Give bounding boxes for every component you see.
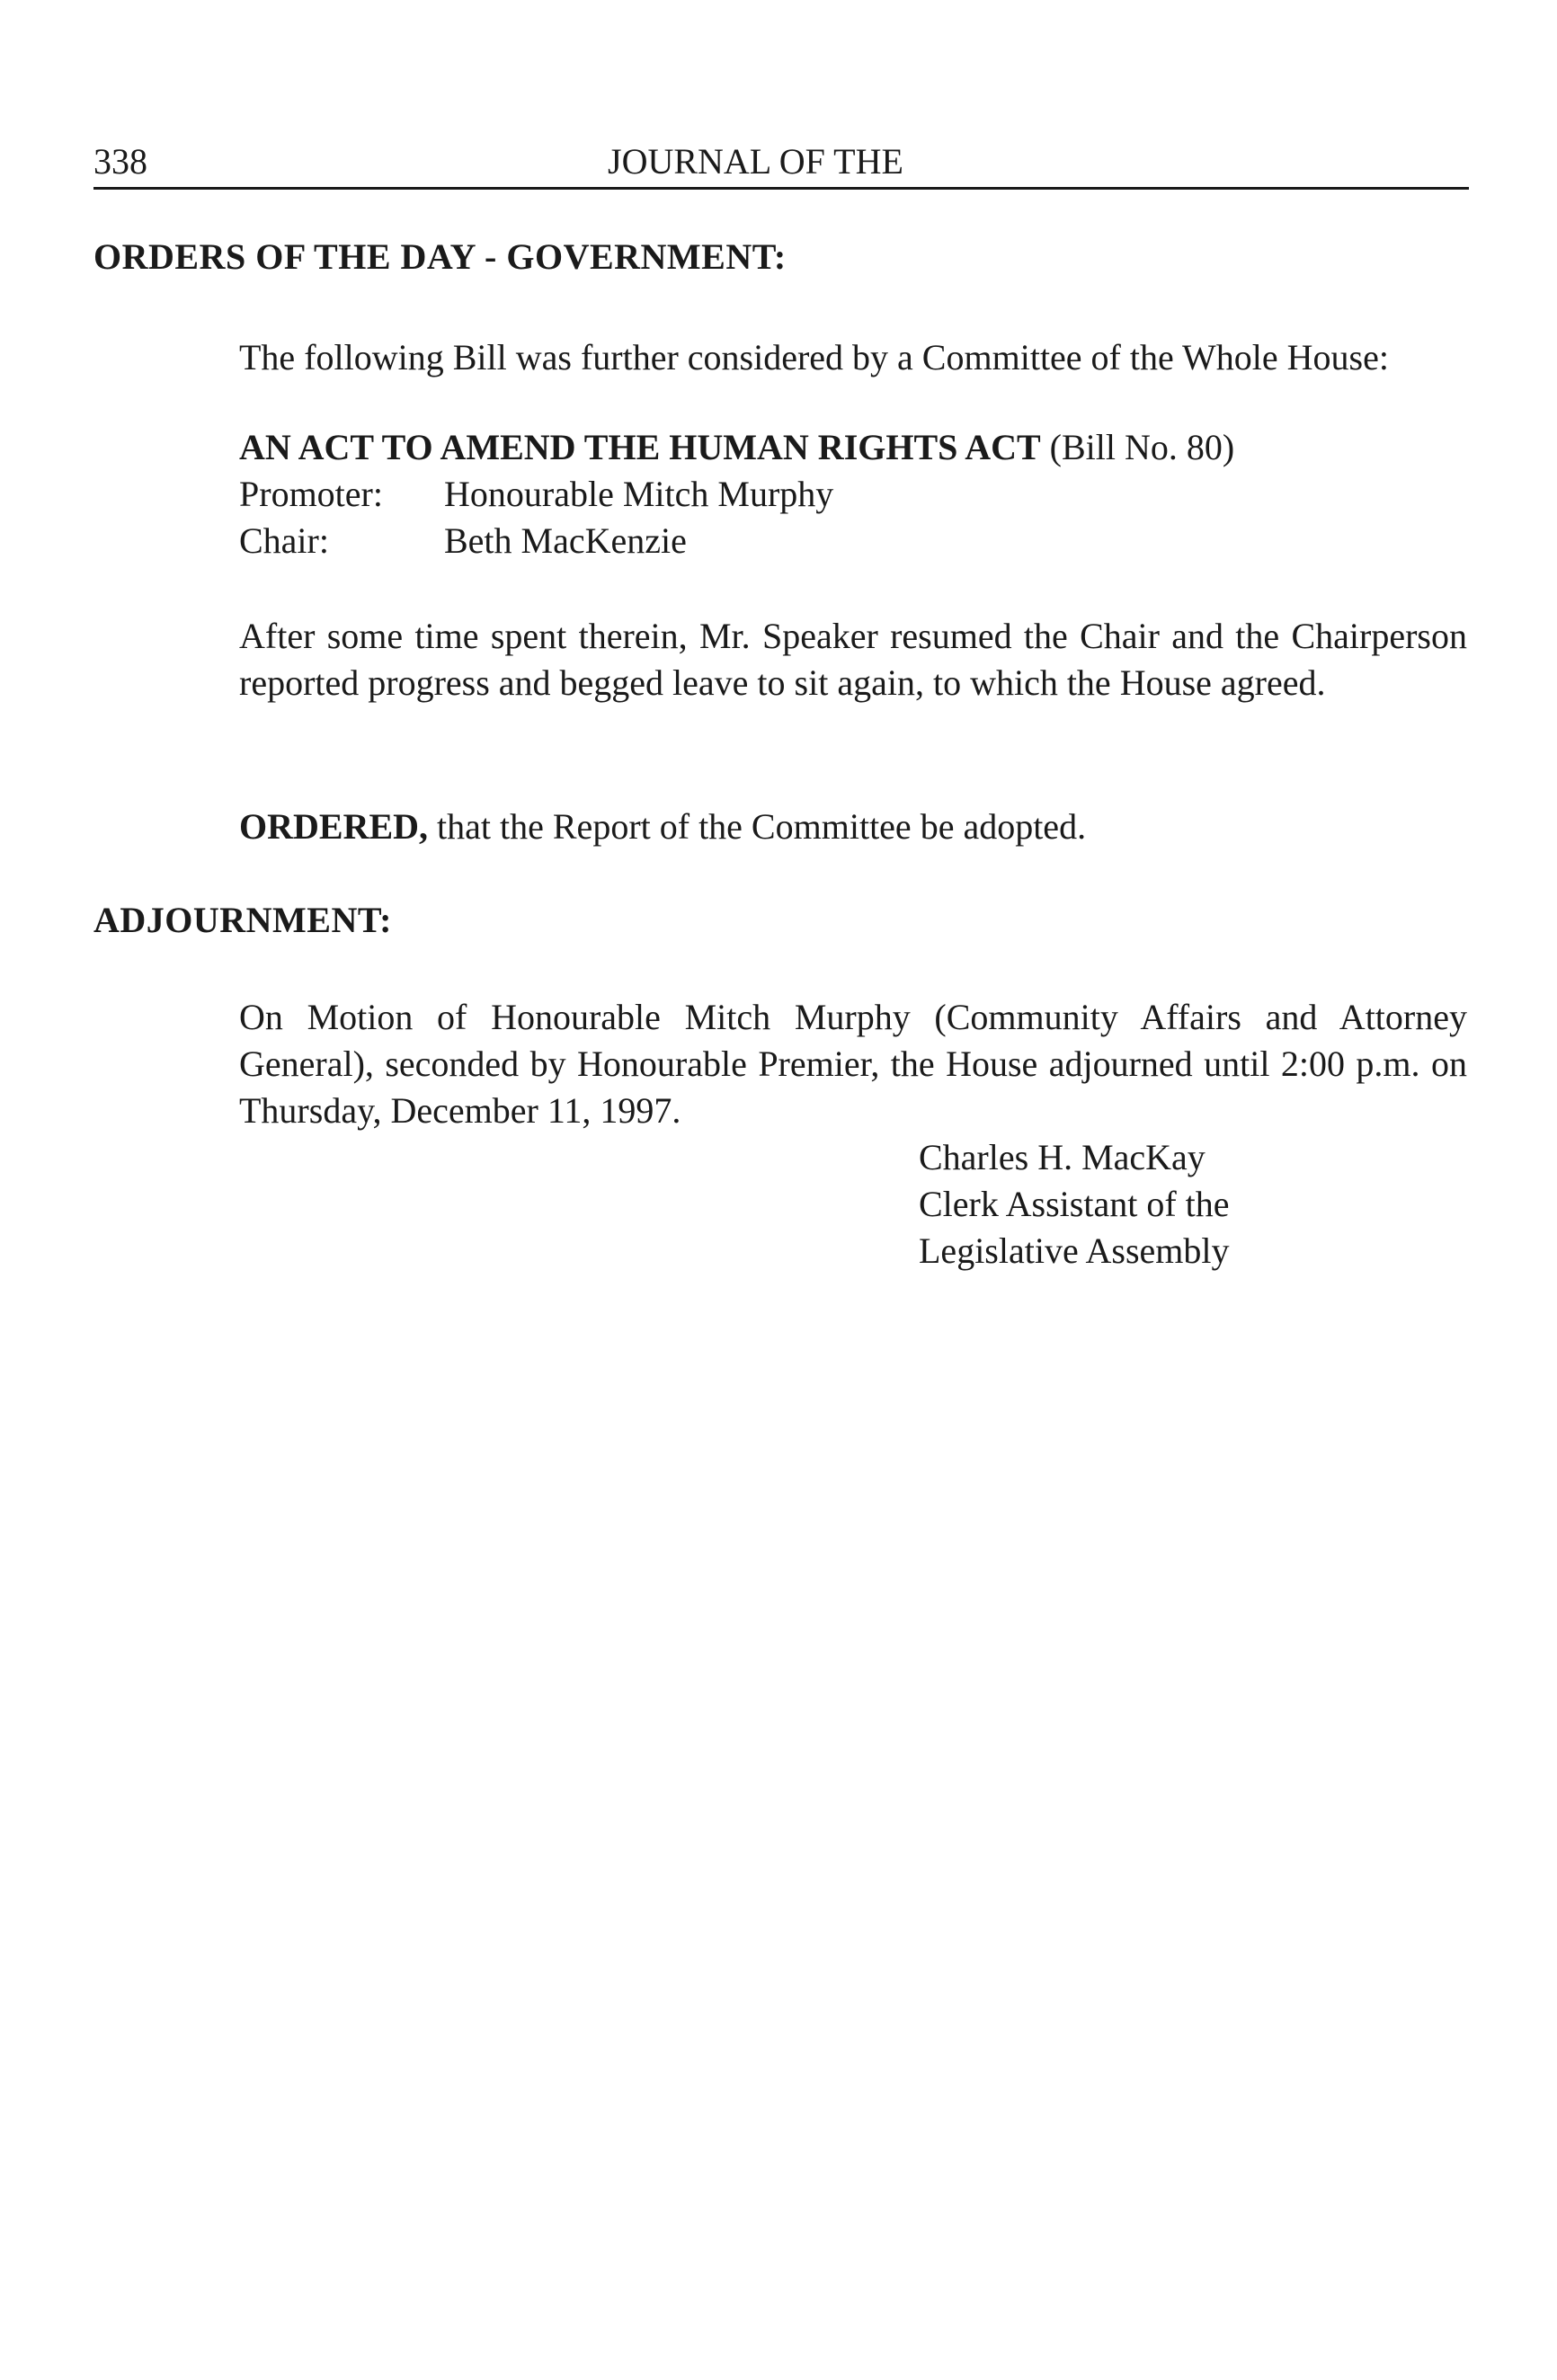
adjournment-heading: ADJOURNMENT: — [93, 900, 392, 940]
ordered-text: that the Report of the Committee be adopted. — [428, 806, 1087, 847]
committee-report: After some time spent therein, Mr. Speaker resumed the Chair and the Chairperson reported progress and begged leave to sit again, to which the House agreed. — [239, 616, 1467, 703]
signatory-title-line1: Clerk Assistant of the — [919, 1184, 1230, 1224]
promoter-label: Promoter: — [239, 474, 383, 514]
signature-block — [919, 1134, 1230, 1274]
bill-title-caps: AN ACT TO AMEND THE HUMAN RIGHTS ACT — [239, 427, 1041, 467]
chair-value: Beth MacKenzie — [444, 520, 687, 561]
orders-heading: ORDERS OF THE DAY - GOVERNMENT: — [93, 236, 787, 277]
chair-label: Chair: — [239, 520, 329, 561]
page-header — [93, 135, 1469, 189]
journal-title: JOURNAL OF THE — [608, 141, 903, 182]
bill-number: (Bill No. 80) — [1040, 427, 1235, 467]
ordered-statement — [239, 804, 1086, 850]
header-rule — [93, 187, 1469, 190]
orders-intro: The following Bill was further considered by a Committee of the Whole House: — [239, 337, 1389, 377]
promoter-value: Honourable Mitch Murphy — [444, 474, 834, 514]
ordered-keyword: ORDERED, — [239, 806, 429, 847]
page-number: 338 — [93, 141, 147, 182]
adjournment-motion: On Motion of Honourable Mitch Murphy (Community Affairs and Attorney General), seconded by Honourable Premier, the House adjourned until 2:00 p.m. on Thursday, December 11, 1997. — [239, 997, 1467, 1131]
signatory-title-line2: Legislative Assembly — [919, 1230, 1230, 1271]
bill-title — [239, 424, 1234, 471]
signatory-name: Charles H. MacKay — [919, 1137, 1206, 1177]
